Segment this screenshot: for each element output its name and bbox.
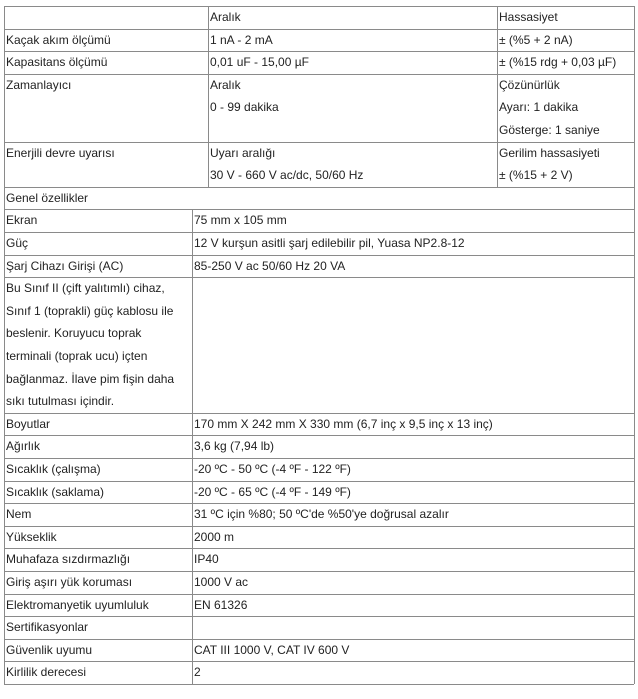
general-value <box>194 209 287 232</box>
general-value <box>194 255 345 278</box>
general-label <box>6 616 88 639</box>
measure-range-line: 0,01 uF - 15,00 µF <box>210 55 309 70</box>
general-value-line: 2 <box>194 665 201 680</box>
general-value <box>194 481 351 504</box>
measure-accuracy <box>499 29 573 52</box>
general-value <box>194 594 247 617</box>
general-value-line: 12 V kurşun asitli şarj edilebilir pil, Yuasa NP2.8-12 <box>194 236 465 250</box>
grid-line <box>4 187 634 188</box>
general-label-line: Muhafaza sızdırmazlığı <box>6 552 131 567</box>
grid-line <box>4 29 634 30</box>
header-range <box>210 6 241 29</box>
general-value-line: -20 ºC - 65 ºC (-4 ºF - 149 ºF) <box>194 484 351 499</box>
measure-label <box>6 142 115 165</box>
measure-accuracy-line: Çözünürlük <box>499 77 560 92</box>
general-value-line: 170 mm X 242 mm X 330 mm (6,7 inç x 9,5 inç x 13 inç) <box>194 416 493 431</box>
general-label-line: Şarj Cihazı Girişi (AC) <box>6 258 124 273</box>
measure-range-line: 0 - 99 dakika <box>210 100 279 115</box>
grid-line <box>4 6 634 7</box>
general-label-line: Sertifikasyonlar <box>6 620 89 635</box>
general-label-line: Ağırlık <box>6 439 41 454</box>
general-label-line: Nem <box>6 507 32 522</box>
general-value-line: CAT III 1000 V, CAT IV 600 V <box>194 642 350 657</box>
general-label <box>6 232 28 255</box>
general-label <box>6 639 92 662</box>
general-label-line: Elektromanyetik uyumluluk <box>6 597 149 612</box>
measure-accuracy <box>499 142 600 187</box>
general-label-line: Yükseklik <box>6 529 57 544</box>
grid-line <box>4 187 5 684</box>
general-label-line: Güvenlik uyumu <box>6 642 93 657</box>
general-value-line: IP40 <box>194 552 219 567</box>
general-label-line: Sınıf 1 (toprakli) güç kablosu ile <box>6 303 174 318</box>
measure-accuracy-line: ± (%15 + 2 V) <box>499 168 573 183</box>
general-label <box>6 413 50 436</box>
general-label <box>6 277 174 413</box>
general-label <box>6 435 40 458</box>
measure-label-line: Enerjili devre uyarısı <box>6 145 115 160</box>
grid-line <box>4 6 5 187</box>
general-label <box>6 503 31 526</box>
general-value <box>194 458 351 481</box>
measure-range-line: Uyarı aralığı <box>210 145 276 160</box>
general-label-line: Kirlilik derecesi <box>6 665 87 680</box>
measure-label <box>6 51 107 74</box>
header-accuracy <box>499 6 558 29</box>
general-title-line: Genel özellikler <box>6 190 89 205</box>
general-value-line: EN 61326 <box>194 597 248 612</box>
grid-line <box>634 187 635 684</box>
header-range-line: Aralık <box>210 10 241 24</box>
measure-label-line: Kapasitans ölçümü <box>6 55 108 70</box>
grid-line <box>4 616 634 617</box>
general-label <box>6 661 86 684</box>
measure-range <box>210 74 279 119</box>
grid-line <box>4 74 634 75</box>
measure-accuracy <box>499 51 616 74</box>
grid-line <box>4 684 634 685</box>
general-value <box>194 503 449 526</box>
general-label <box>6 458 101 481</box>
measure-range-line: Aralık <box>210 77 241 92</box>
general-label <box>6 526 57 549</box>
measure-label <box>6 29 111 52</box>
general-value <box>194 571 248 594</box>
general-label <box>6 255 123 278</box>
grid-line <box>4 142 634 143</box>
general-value-line: 31 ºC için %80; 50 ºC'de %50'ye doğrusal azalır <box>194 507 449 522</box>
general-value <box>194 232 465 255</box>
measure-range <box>210 51 309 74</box>
general-value-line: 75 mm x 105 mm <box>194 213 287 228</box>
grid-line <box>4 209 634 210</box>
grid-line <box>497 6 498 187</box>
measure-accuracy-line: Gerilim hassasiyeti <box>499 145 600 160</box>
measure-accuracy <box>499 74 600 142</box>
general-label-line: Güç <box>6 236 29 250</box>
general-label-line: sıkı tutulması içindir. <box>6 394 115 409</box>
general-value <box>194 413 493 436</box>
general-value <box>194 526 234 549</box>
general-value-line: 3,6 kg (7,94 lb) <box>194 439 275 454</box>
measure-accuracy-line: Gösterge: 1 saniye <box>499 122 600 137</box>
measure-accuracy-line: Ayarı: 1 dakika <box>499 100 579 115</box>
general-value-line: 85-250 V ac 50/60 Hz 20 VA <box>194 258 346 273</box>
general-label-line: Ekran <box>6 213 38 228</box>
grid-line <box>4 661 634 662</box>
measure-range-line: 30 V - 660 V ac/dc, 50/60 Hz <box>210 168 364 183</box>
general-label <box>6 571 132 594</box>
general-label-line: Bu Sınıf II (çift yalıtımlı) cihaz, <box>6 281 165 296</box>
general-value <box>194 661 201 684</box>
general-label-line: bağlanmaz. İlave pim fişin daha <box>6 371 175 386</box>
measure-label <box>6 74 71 97</box>
header-accuracy-line: Hassasiyet <box>499 10 558 24</box>
measure-range-line: 1 nA - 2 mA <box>210 32 273 47</box>
general-label-line: Sıcaklık (çalışma) <box>6 462 101 476</box>
general-value-line: 1000 V ac <box>194 575 249 589</box>
general-label-line: terminali (toprak ucu) içten <box>6 348 148 363</box>
general-label <box>6 481 104 504</box>
grid-line <box>4 526 634 527</box>
grid-line <box>4 51 634 52</box>
measure-accuracy-line: ± (%5 + 2 nA) <box>499 32 573 47</box>
general-label-line: beslenir. Koruyucu toprak <box>6 326 142 341</box>
general-label-line: Sıcaklık (saklama) <box>6 484 105 499</box>
grid-line <box>634 6 635 187</box>
measure-label-line: Zamanlayıcı <box>6 77 72 92</box>
general-value <box>194 639 349 662</box>
measure-range <box>210 142 363 187</box>
measure-range <box>210 29 273 52</box>
general-label-line: Boyutlar <box>6 416 51 431</box>
general-value <box>194 435 274 458</box>
general-value-line: -20 ºC - 50 ºC (-4 ºF - 122 ºF) <box>194 462 351 476</box>
general-value <box>194 548 219 571</box>
measure-accuracy-line: ± (%15 rdg + 0,03 µF) <box>499 55 617 70</box>
general-label <box>6 209 37 232</box>
general-label <box>6 594 149 617</box>
grid-line <box>208 6 209 187</box>
general-label <box>6 548 130 571</box>
general-label-line: Giriş aşırı yük koruması <box>6 575 133 589</box>
grid-line <box>192 209 193 684</box>
general-title <box>6 187 88 210</box>
measure-label-line: Kaçak akım ölçümü <box>6 32 111 47</box>
grid-line <box>4 435 634 436</box>
general-value-line: 2000 m <box>194 529 235 544</box>
